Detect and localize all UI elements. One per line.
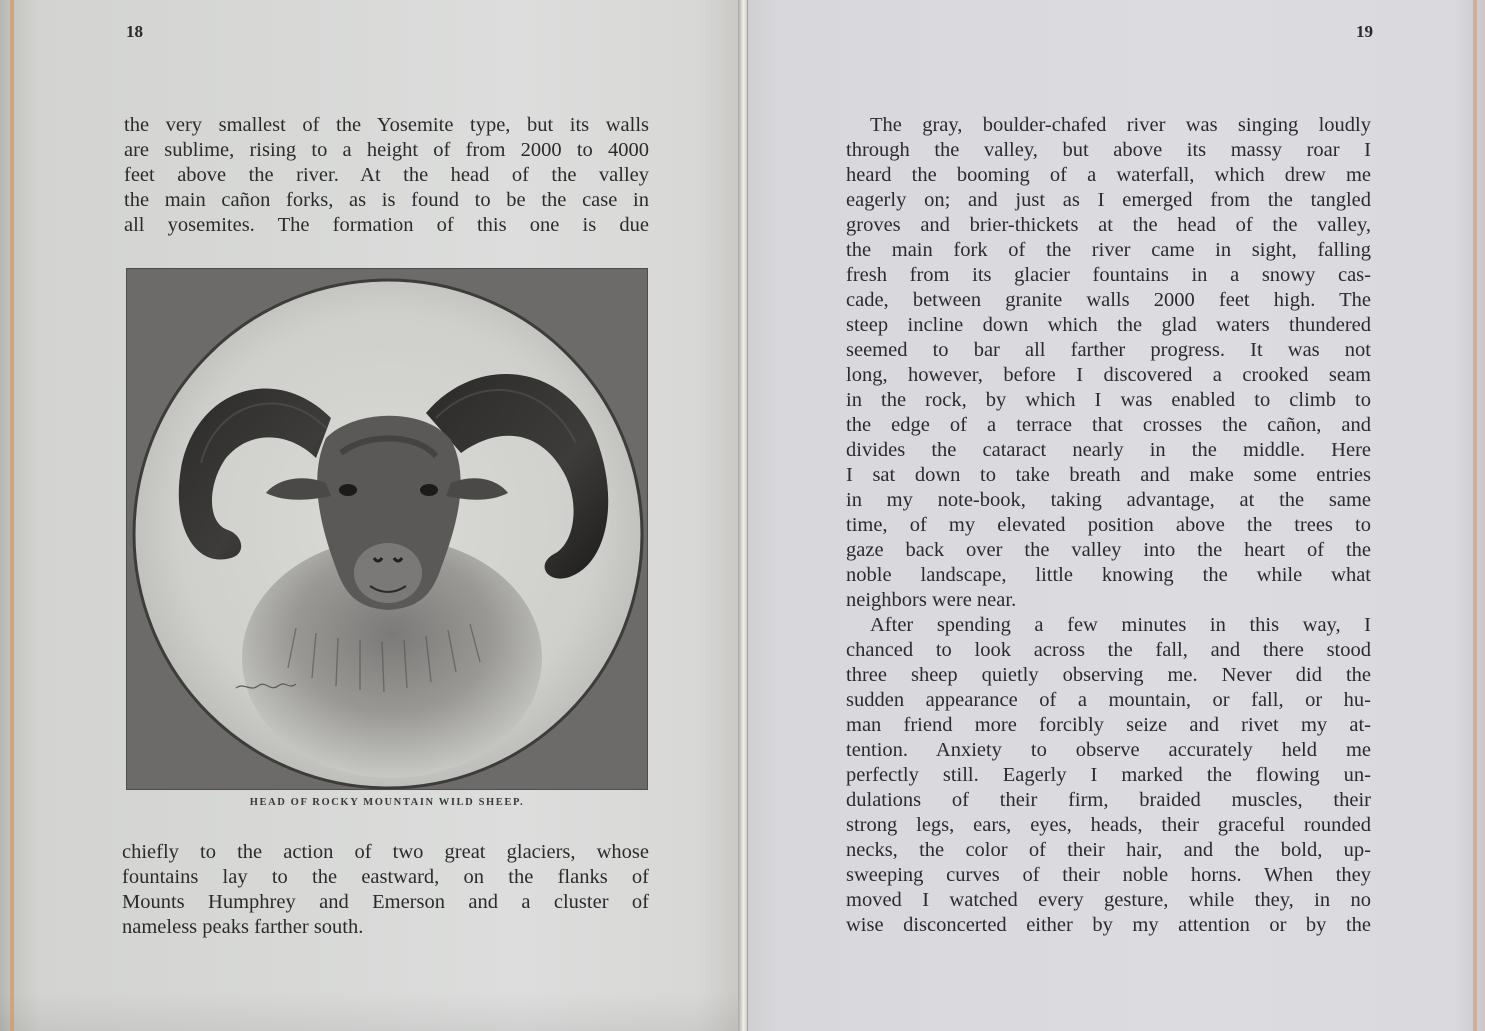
- illustration-plate: [126, 268, 648, 790]
- text-line: noble landscape, little knowing the while what: [846, 564, 1371, 586]
- left-page: [0, 0, 742, 1031]
- illustration-caption: HEAD OF ROCKY MOUNTAIN WILD SHEEP.: [249, 797, 525, 808]
- text-line: steep incline down which the glad waters thundered: [846, 314, 1371, 336]
- text-line: necks, the color of their hair, and the bold, up-: [846, 839, 1371, 861]
- paragraph-bottom: [122, 840, 649, 940]
- text-line: the edge of a terrace that crosses the cañon, and: [846, 414, 1371, 436]
- text-line: seemed to bar all farther progress. It was not: [846, 339, 1371, 361]
- text-line: strong legs, ears, eyes, heads, their graceful rounded: [846, 814, 1371, 836]
- paragraph-top: [124, 113, 649, 238]
- text-line: man friend more forcibly seize and rivet my at-: [846, 714, 1371, 736]
- text-line: heard the booming of a waterfall, which drew me: [846, 164, 1371, 186]
- text-line: the main cañon forks, as is found to be the case in: [124, 189, 649, 211]
- text-line: the very smallest of the Yosemite type, but its walls: [124, 114, 649, 136]
- page-text: [846, 113, 1371, 938]
- text-line: long, however, before I discovered a crooked seam: [846, 364, 1371, 386]
- text-line: tention. Anxiety to observe accurately held me: [846, 739, 1371, 761]
- text-line: all yosemites. The formation of this one is due: [124, 214, 649, 236]
- text-line: fresh from its glacier fountains in a snowy cas-: [846, 264, 1371, 286]
- text-line: fountains lay to the eastward, on the flanks of: [122, 866, 649, 888]
- text-line: groves and brier-thickets at the head of the valley,: [846, 214, 1371, 236]
- text-line: time, of my elevated position above the trees to: [846, 514, 1371, 536]
- text-line: The gray, boulder-chafed river was singing loudly: [870, 114, 1371, 136]
- text-line: are sublime, rising to a height of from 2000 to 4000: [124, 139, 649, 161]
- text-line: eagerly on; and just as I emerged from the tangled: [846, 189, 1371, 211]
- text-line: wise disconcerted either by my attention or by the: [846, 914, 1371, 936]
- text-line: neighbors were near.: [846, 589, 1017, 611]
- right-page: [748, 0, 1485, 1031]
- page-shadow: [0, 991, 742, 1031]
- text-line: sudden appearance of a mountain, or fall, or hu-: [846, 689, 1371, 711]
- text-line: three sheep quietly observing me. Never did the: [846, 664, 1371, 686]
- text-line: sweeping curves of their noble horns. When they: [846, 864, 1371, 886]
- text-line: through the valley, but above its massy roar I: [846, 139, 1371, 161]
- text-line: chanced to look across the fall, and there stood: [846, 639, 1371, 661]
- page-number-left: 18: [126, 22, 143, 41]
- text-line: dulations of their firm, braided muscles, their: [846, 789, 1371, 811]
- text-line: perfectly still. Eagerly I marked the flowing un-: [846, 764, 1371, 786]
- text-line: divides the cataract nearly in the middle. Here: [846, 439, 1371, 461]
- text-line: I sat down to take breath and make some entries: [846, 464, 1371, 486]
- text-line: After spending a few minutes in this way, I: [870, 614, 1371, 636]
- text-line: Mounts Humphrey and Emerson and a cluster of: [122, 891, 649, 913]
- ram-head-illustration: [126, 268, 648, 790]
- text-line: moved I watched every gesture, while they, in no: [846, 889, 1371, 911]
- text-line: the main fork of the river came in sight, falling: [846, 239, 1371, 261]
- page-number-right: 19: [1356, 22, 1373, 41]
- text-line: in my note-book, taking advantage, at the same: [846, 489, 1371, 511]
- text-line: cade, between granite walls 2000 feet high. The: [846, 289, 1371, 311]
- text-line: gaze back over the valley into the heart of the: [846, 539, 1371, 561]
- text-line: feet above the river. At the head of the valley: [124, 164, 649, 186]
- text-line: chiefly to the action of two great glaciers, whose: [122, 841, 649, 863]
- text-line: in the rock, by which I was enabled to climb to: [846, 389, 1371, 411]
- text-line: nameless peaks farther south.: [122, 916, 364, 938]
